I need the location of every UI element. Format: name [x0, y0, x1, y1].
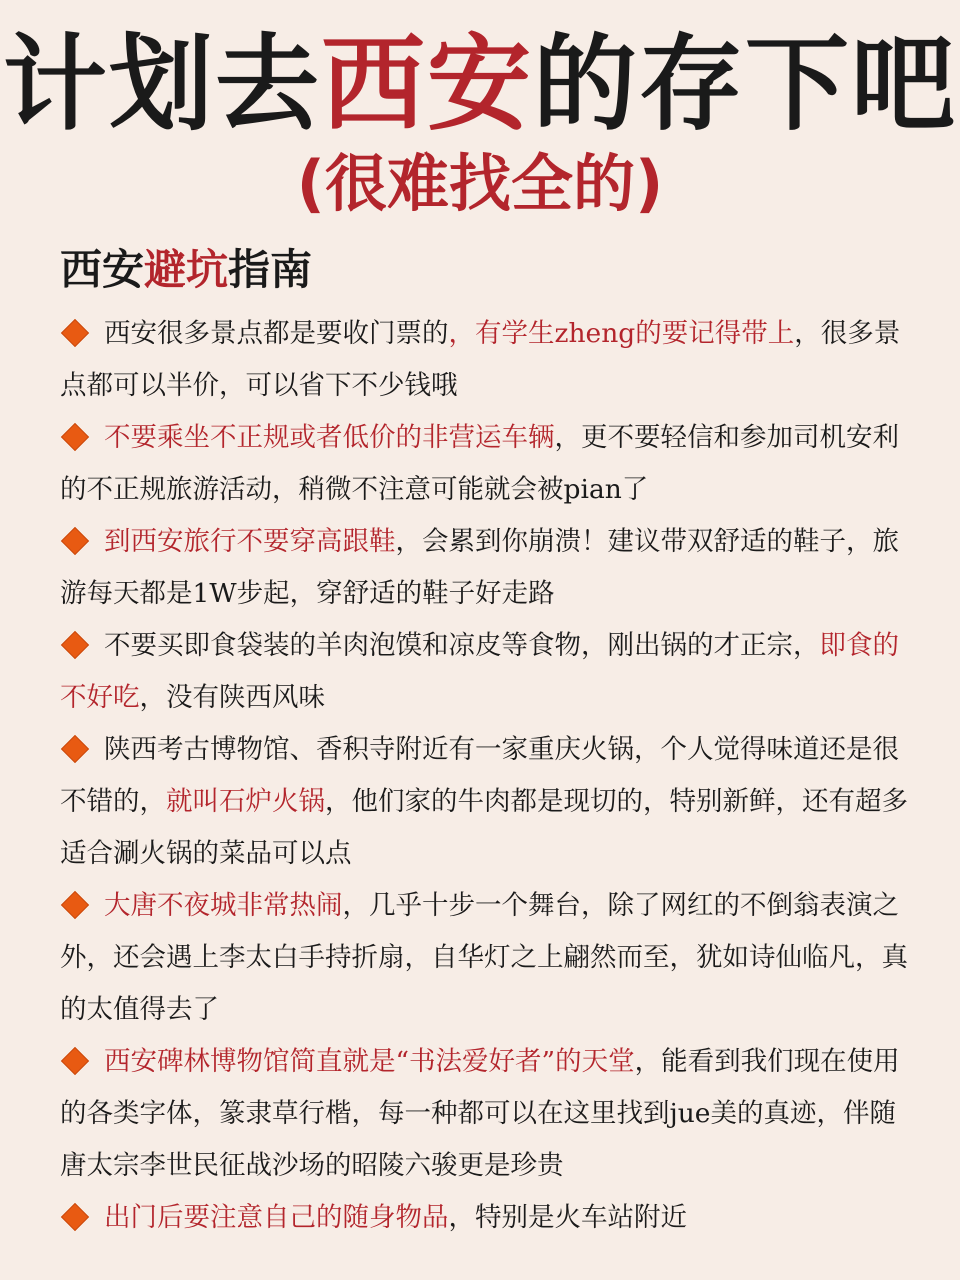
title-highlight: 西安	[320, 23, 533, 145]
tip-highlight-text: 大唐不夜城非常热闹	[104, 890, 343, 921]
tip-item	[60, 724, 910, 880]
tip-item	[60, 412, 910, 516]
tip-highlight-text: 出门后要注意自己的随身物品	[104, 1202, 449, 1233]
diamond-bullet-icon	[60, 880, 90, 932]
diamond-bullet-icon	[60, 620, 90, 672]
tip-highlight-text: 即食的不好吃	[60, 630, 899, 713]
section-heading-highlight: 避坑	[144, 245, 229, 294]
tips-list	[60, 308, 910, 1244]
tip-highlight-text: 就叫石炉火锅	[166, 786, 325, 817]
tip-text: 不要买即食袋装的羊肉泡馍和凉皮等食物，刚出锅的才正宗，	[104, 630, 820, 661]
tip-text: ，会累到你崩溃！建议带双舒适的鞋子，旅游每天都是1W步起，穿舒适的鞋子好走路	[60, 526, 899, 609]
tip-text: ，他们家的牛肉都是现切的，特别新鲜，还有超多适合涮火锅的菜品可以点	[60, 786, 908, 869]
tip-item	[60, 308, 910, 412]
tip-text: 西安很多景点都是要收门票的	[104, 318, 449, 349]
diamond-bullet-icon	[60, 516, 90, 568]
tip-text: ，特别是火车站附近	[448, 1202, 687, 1233]
tip-text: ，几乎十步一个舞台，除了网红的不倒翁表演之外，还会遇上李太白手持折扇，自华灯之上翩然而至，犹如诗仙临凡，真的太值得去了	[60, 890, 908, 1025]
diamond-bullet-icon	[60, 1192, 90, 1244]
tip-item	[60, 620, 910, 724]
section-heading-part-2: 指南	[228, 245, 313, 294]
tip-item	[60, 1036, 910, 1192]
tip-item	[60, 516, 910, 620]
section-heading-part-1: 西安	[60, 245, 145, 294]
section-heading	[60, 240, 312, 300]
tip-item	[60, 1192, 910, 1244]
diamond-bullet-icon	[60, 308, 90, 360]
tip-text: ，更不要轻信和参加司机安利的不正规旅游活动，稍微不注意可能就会被pian了	[60, 422, 899, 505]
tip-highlight-text: 到西安旅行不要穿高跟鞋	[104, 526, 396, 557]
tip-highlight-text: 不要乘坐不正规或者低价的非营运车辆	[104, 422, 555, 453]
tip-text: ，很多景点都可以半价，可以省下不少钱哦	[60, 318, 901, 401]
title-part-1: 计划去	[2, 23, 321, 145]
tip-text: 陕西考古博物馆、香积寺附近有一家重庆火锅，个人觉得味道还是很不错的，	[60, 734, 899, 817]
diamond-bullet-icon	[60, 724, 90, 776]
tip-text: ，没有陕西风味	[139, 682, 325, 713]
title-part-2: 的存下吧	[533, 23, 958, 145]
page-subtitle: (很难找全的)	[296, 147, 664, 220]
tip-item	[60, 880, 910, 1036]
diamond-bullet-icon	[60, 1036, 90, 1088]
tip-text: ，能看到我们现在使用的各类字体，篆隶草行楷，每一种都可以在这里找到jue美的真迹，伴随唐太宗李世民征战沙场的昭陵六骏更是珍贵	[60, 1046, 900, 1181]
diamond-bullet-icon	[60, 412, 90, 464]
tip-highlight-text: ，有学生zheng的要记得带上	[448, 318, 795, 349]
tip-highlight-text: 西安碑林博物馆简直就是“书法爱好者”的天堂	[104, 1046, 635, 1077]
page-title	[0, 22, 960, 146]
